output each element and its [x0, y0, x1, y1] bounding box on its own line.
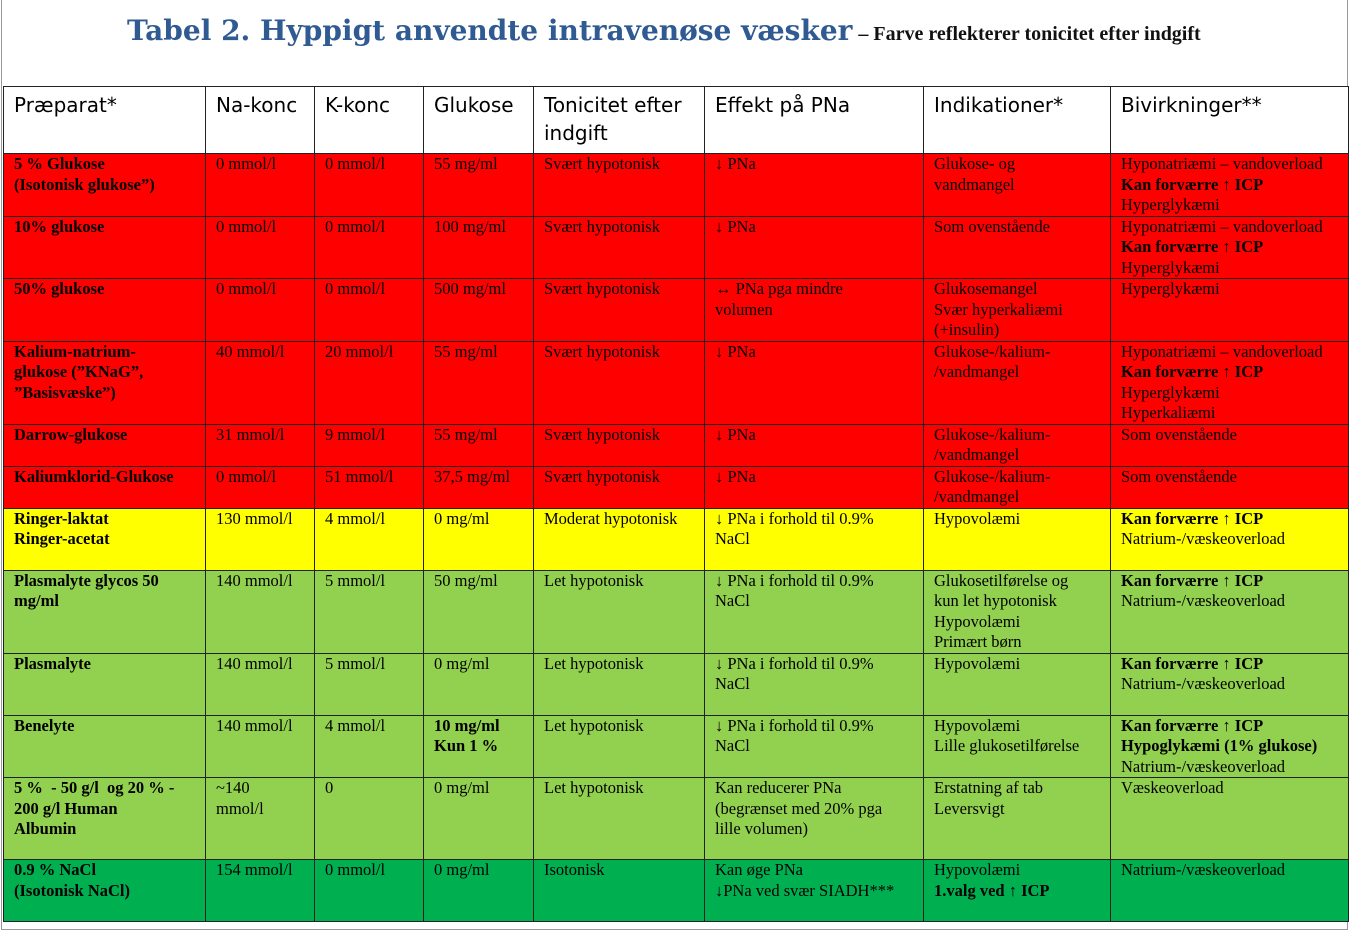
table-row — [4, 424, 1349, 466]
side-effects-cell — [1111, 570, 1349, 653]
pna-effect-cell — [705, 279, 924, 342]
preparation-cell — [4, 715, 206, 778]
tonicity-cell-text: Let hypotonisk — [544, 653, 644, 673]
side-effects-cell — [1111, 216, 1349, 279]
indications-cell-line: 1.valg ved ↑ ICP — [934, 880, 1050, 900]
k-conc-cell — [315, 279, 424, 342]
header-cell: Effekt på PNa — [705, 87, 924, 154]
preparation-cell — [4, 279, 206, 342]
side-effect-line: Hyponatriæmi – vandoverload — [1121, 341, 1323, 361]
pna-effect-cell-line: Kan øge PNa — [715, 860, 803, 879]
side-effects-cell — [1111, 341, 1349, 424]
tonicity-cell-text: Moderat hypotonisk — [544, 508, 678, 528]
glucose-cell — [424, 466, 534, 508]
table-row — [4, 341, 1349, 424]
pna-effect-cell-line: NaCl — [715, 529, 750, 548]
table-row — [4, 653, 1349, 715]
k-conc-cell — [315, 424, 424, 466]
glucose-cell-line: 50 mg/ml — [434, 570, 498, 590]
side-effect-line: Hyperglykæmi — [1121, 195, 1220, 214]
na-conc-cell — [206, 508, 315, 570]
na-conc-cell — [206, 154, 315, 217]
na-conc-cell — [206, 570, 315, 653]
indications-cell-line: Som ovenstående — [934, 216, 1050, 236]
pna-effect-cell-line: ↓ PNa — [715, 341, 756, 361]
na-conc-cell-text: 140 mmol/l — [216, 653, 293, 673]
header-cell: K-konc — [315, 87, 424, 154]
na-conc-cell-text: 0 mmol/l — [216, 154, 277, 173]
preparation-cell-line: 10% glukose — [14, 216, 105, 236]
glucose-cell — [424, 778, 534, 860]
side-effect-line: Som ovenstående — [1121, 466, 1237, 486]
side-effects-cell — [1111, 424, 1349, 466]
k-conc-cell-text: 5 mmol/l — [325, 653, 386, 673]
side-effect-line: Kan forværre ↑ ICP — [1121, 174, 1264, 194]
tonicity-cell — [534, 341, 705, 424]
header-cell: Bivirkninger** — [1111, 87, 1349, 154]
glucose-cell-line: 0 mg/ml — [434, 860, 490, 879]
indications-cell — [924, 466, 1111, 508]
indications-cell-line: (+insulin) — [934, 320, 1000, 339]
preparation-cell-line: 0.9 % NaCl — [14, 860, 97, 879]
side-effects-cell — [1111, 778, 1349, 860]
tonicity-cell — [534, 653, 705, 715]
preparation-cell — [4, 424, 206, 466]
glucose-cell-line: 55 mg/ml — [434, 424, 498, 444]
side-effect-line: Natrium-/væskeoverload — [1121, 674, 1286, 693]
k-conc-cell-text: 51 mmol/l — [325, 466, 394, 486]
tonicity-cell-text: Let hypotonisk — [544, 778, 644, 797]
side-effect-line: Kan forværre ↑ ICP — [1121, 570, 1264, 590]
indications-cell — [924, 653, 1111, 715]
na-conc-cell-text: 0 mmol/l — [216, 279, 277, 298]
side-effect-line: Kan forværre ↑ ICP — [1121, 362, 1264, 381]
tonicity-cell-text: Svært hypotonisk — [544, 216, 660, 236]
preparation-cell-line: mg/ml — [14, 591, 59, 610]
indications-cell-line: vandmangel — [934, 174, 1015, 194]
tonicity-cell — [534, 715, 705, 778]
glucose-cell — [424, 508, 534, 570]
side-effects-cell — [1111, 508, 1349, 570]
indications-cell-line: Glukosemangel — [934, 279, 1038, 298]
na-conc-cell-text: 31 mmol/l — [216, 424, 285, 444]
glucose-cell — [424, 154, 534, 217]
iv-fluids-table — [3, 86, 1349, 922]
tonicity-cell-text: Svært hypotonisk — [544, 154, 660, 173]
indications-cell-line: Lille glukosetilførelse — [934, 736, 1080, 755]
side-effect-line: Hyperglykæmi — [1121, 257, 1220, 277]
glucose-cell — [424, 279, 534, 342]
pna-effect-cell — [705, 778, 924, 860]
preparation-cell-line: (Isotonisk glukose”) — [14, 174, 155, 194]
header-row — [4, 87, 1349, 154]
pna-effect-cell-line: ↓ PNa i forhold til 0.9% — [715, 715, 874, 735]
indications-cell-line: Hypovolæmi — [934, 715, 1021, 735]
preparation-cell-line: Darrow-glukose — [14, 424, 128, 444]
k-conc-cell-text: 9 mmol/l — [325, 424, 386, 444]
table-row — [4, 860, 1349, 922]
glucose-cell — [424, 715, 534, 778]
preparation-cell — [4, 860, 206, 922]
side-effects-cell — [1111, 653, 1349, 715]
tonicity-cell — [534, 279, 705, 342]
preparation-cell-line: 200 g/l Human — [14, 798, 118, 818]
pna-effect-cell-line: ↓ PNa — [715, 216, 756, 236]
na-conc-cell — [206, 341, 315, 424]
k-conc-cell — [315, 341, 424, 424]
tonicity-cell — [534, 778, 705, 860]
pna-effect-cell-line: NaCl — [715, 736, 750, 755]
indications-cell-line: Hypovolæmi — [934, 860, 1021, 879]
side-effect-line: Natrium-/væskeoverload — [1121, 529, 1286, 548]
tonicity-cell-text: Let hypotonisk — [544, 570, 644, 590]
pna-effect-cell-line: ↓ PNa i forhold til 0.9% — [715, 508, 874, 528]
indications-cell-line: Glukose-/kalium- — [934, 466, 1051, 486]
tonicity-cell-text: Svært hypotonisk — [544, 424, 660, 444]
pna-effect-cell-line: ↔ PNa pga mindre — [715, 279, 843, 298]
tonicity-cell-text: Isotonisk — [544, 860, 605, 879]
preparation-cell — [4, 778, 206, 860]
title-subtitle: – Farve reflekterer tonicitet efter indgift — [858, 23, 1201, 45]
preparation-cell-line: 5 % Glukose — [14, 154, 105, 173]
preparation-cell — [4, 508, 206, 570]
tonicity-cell — [534, 466, 705, 508]
k-conc-cell-text: 0 mmol/l — [325, 860, 386, 879]
side-effect-line: Natrium-/væskeoverload — [1121, 860, 1286, 879]
table-row — [4, 216, 1349, 279]
na-conc-cell-text: ~140 mmol/l — [216, 778, 264, 818]
header-cell: Na-konc — [206, 87, 315, 154]
na-conc-cell — [206, 778, 315, 860]
side-effect-line: Hyponatriæmi – vandoverload — [1121, 216, 1323, 236]
glucose-cell — [424, 570, 534, 653]
indications-cell-line: /vandmangel — [934, 362, 1020, 381]
table-row — [4, 466, 1349, 508]
preparation-cell-line: ”Basisvæske”) — [14, 382, 116, 402]
pna-effect-cell-line: ↓ PNa — [715, 154, 756, 173]
k-conc-cell — [315, 154, 424, 217]
side-effect-line: Kan forværre ↑ ICP — [1121, 508, 1264, 528]
tonicity-cell — [534, 154, 705, 217]
preparation-cell-line: Ringer-laktat — [14, 508, 109, 528]
tonicity-cell-text: Svært hypotonisk — [544, 466, 660, 486]
side-effects-cell — [1111, 154, 1349, 217]
pna-effect-cell — [705, 860, 924, 922]
glucose-cell — [424, 653, 534, 715]
tonicity-cell — [534, 508, 705, 570]
na-conc-cell-text: 154 mmol/l — [216, 860, 293, 879]
side-effect-line: Kan forværre ↑ ICP — [1121, 715, 1264, 735]
pna-effect-cell — [705, 341, 924, 424]
na-conc-cell — [206, 216, 315, 279]
glucose-cell-line: 0 mg/ml — [434, 508, 490, 528]
na-conc-cell-text: 130 mmol/l — [216, 508, 293, 528]
tonicity-cell — [534, 424, 705, 466]
indications-cell-line: Hypovolæmi — [934, 611, 1021, 631]
pna-effect-cell-line: (begrænset med 20% pga — [715, 798, 883, 818]
k-conc-cell-text: 4 mmol/l — [325, 508, 386, 528]
glucose-cell-line: 37,5 mg/ml — [434, 466, 511, 486]
pna-effect-cell-line: NaCl — [715, 674, 750, 693]
na-conc-cell — [206, 424, 315, 466]
k-conc-cell-text: 4 mmol/l — [325, 715, 386, 735]
pna-effect-cell-line: ↓ PNa — [715, 466, 756, 486]
pna-effect-cell — [705, 570, 924, 653]
table-row — [4, 279, 1349, 342]
preparation-cell — [4, 341, 206, 424]
k-conc-cell-text: 5 mmol/l — [325, 570, 386, 590]
k-conc-cell-text: 0 mmol/l — [325, 216, 386, 236]
side-effects-cell — [1111, 715, 1349, 778]
glucose-cell — [424, 860, 534, 922]
preparation-cell — [4, 154, 206, 217]
header-cell: Tonicitet efter indgift — [534, 87, 705, 154]
pna-effect-cell-line: ↓PNa ved svær SIADH*** — [715, 880, 895, 900]
indications-cell — [924, 508, 1111, 570]
indications-cell — [924, 216, 1111, 279]
pna-effect-cell-line: ↓ PNa i forhold til 0.9% — [715, 570, 874, 590]
side-effects-cell — [1111, 466, 1349, 508]
table-row — [4, 570, 1349, 653]
pna-effect-cell — [705, 508, 924, 570]
side-effect-line: Kan forværre ↑ ICP — [1121, 237, 1264, 256]
preparation-cell-line: glukose (”KNaG”, — [14, 362, 144, 381]
indications-cell-line: Hypovolæmi — [934, 653, 1021, 673]
header-cell: Glukose — [424, 87, 534, 154]
tonicity-cell-text: Svært hypotonisk — [544, 341, 660, 361]
k-conc-cell-text: 0 mmol/l — [325, 279, 386, 298]
indications-cell — [924, 424, 1111, 466]
table-title — [127, 14, 1201, 47]
side-effect-line: Hyponatriæmi – vandoverload — [1121, 154, 1323, 173]
k-conc-cell — [315, 508, 424, 570]
k-conc-cell-text: 20 mmol/l — [325, 341, 394, 361]
pna-effect-cell-line: volumen — [715, 299, 773, 319]
preparation-cell-line: Albumin — [14, 819, 77, 838]
na-conc-cell-text: 0 mmol/l — [216, 216, 277, 236]
table-row — [4, 154, 1349, 217]
table-body — [4, 154, 1349, 922]
indications-cell-line: Glukose-/kalium- — [934, 424, 1051, 444]
indications-cell-line: kun let hypotonisk — [934, 591, 1057, 610]
glucose-cell — [424, 216, 534, 279]
glucose-cell-line: 10 mg/ml — [434, 715, 500, 735]
indications-cell — [924, 778, 1111, 860]
na-conc-cell — [206, 860, 315, 922]
title-main: Tabel 2. Hyppigt anvendte intravenøse væsker — [127, 14, 853, 47]
preparation-cell — [4, 466, 206, 508]
preparation-cell-line: 5 % - 50 g/l og 20 % - — [14, 778, 175, 797]
preparation-cell-line: Plasmalyte glycos 50 — [14, 570, 159, 590]
tonicity-cell — [534, 216, 705, 279]
na-conc-cell-text: 140 mmol/l — [216, 715, 293, 735]
preparation-cell-line: Kaliumklorid-Glukose — [14, 466, 174, 486]
indications-cell — [924, 341, 1111, 424]
indications-cell-line: Hypovolæmi — [934, 508, 1021, 528]
tonicity-cell-text: Let hypotonisk — [544, 715, 644, 735]
pna-effect-cell — [705, 424, 924, 466]
side-effects-cell — [1111, 279, 1349, 342]
na-conc-cell — [206, 466, 315, 508]
indications-cell — [924, 154, 1111, 217]
k-conc-cell — [315, 715, 424, 778]
glucose-cell-line: Kun 1 % — [434, 736, 499, 755]
glucose-cell-line: 55 mg/ml — [434, 154, 498, 173]
preparation-cell — [4, 653, 206, 715]
table-row — [4, 715, 1349, 778]
tonicity-cell-text: Svært hypotonisk — [544, 279, 660, 298]
indications-cell — [924, 860, 1111, 922]
side-effect-line: Som ovenstående — [1121, 424, 1237, 444]
preparation-cell-line: Ringer-acetat — [14, 529, 110, 548]
indications-cell-line: Leversvigt — [934, 798, 1005, 818]
glucose-cell-line: 100 mg/ml — [434, 216, 506, 236]
preparation-cell — [4, 570, 206, 653]
k-conc-cell-text: 0 — [325, 778, 334, 797]
side-effects-cell — [1111, 860, 1349, 922]
na-conc-cell-text: 0 mmol/l — [216, 466, 277, 486]
preparation-cell-line: 50% glukose — [14, 279, 105, 298]
k-conc-cell — [315, 860, 424, 922]
na-conc-cell-text: 40 mmol/l — [216, 341, 285, 361]
indications-cell — [924, 279, 1111, 342]
pna-effect-cell — [705, 653, 924, 715]
indications-cell-line: Primært børn — [934, 632, 1022, 651]
k-conc-cell-text: 0 mmol/l — [325, 154, 386, 173]
glucose-cell-line: 55 mg/ml — [434, 341, 498, 361]
tonicity-cell — [534, 570, 705, 653]
k-conc-cell — [315, 570, 424, 653]
preparation-cell-line: Kalium-natrium- — [14, 341, 136, 361]
k-conc-cell — [315, 466, 424, 508]
glucose-cell — [424, 424, 534, 466]
indications-cell-line: Glukose-/kalium- — [934, 341, 1051, 361]
pna-effect-cell-line: Kan reducerer PNa — [715, 778, 842, 797]
table-row — [4, 508, 1349, 570]
side-effect-line: Væskeoverload — [1121, 778, 1224, 797]
side-effect-line: Hyperglykæmi — [1121, 382, 1220, 402]
glucose-cell — [424, 341, 534, 424]
pna-effect-cell-line: ↓ PNa — [715, 424, 756, 444]
indications-cell-line: Svær hyperkaliæmi — [934, 299, 1063, 319]
pna-effect-cell-line: lille volumen) — [715, 819, 809, 838]
indications-cell — [924, 570, 1111, 653]
preparation-cell-line: Plasmalyte — [14, 653, 91, 673]
side-effect-line: Natrium-/væskeoverload — [1121, 756, 1286, 776]
side-effect-line: Hyperkaliæmi — [1121, 403, 1216, 422]
glucose-cell-line: 500 mg/ml — [434, 279, 506, 298]
pna-effect-cell — [705, 154, 924, 217]
indications-cell-line: /vandmangel — [934, 487, 1020, 506]
tonicity-cell — [534, 860, 705, 922]
header-cell: Indikationer* — [924, 87, 1111, 154]
header-cell: Præparat* — [4, 87, 206, 154]
indications-cell-line: Glukosetilførelse og — [934, 570, 1069, 590]
table-row — [4, 778, 1349, 860]
indications-cell-line: /vandmangel — [934, 445, 1020, 464]
pna-effect-cell — [705, 466, 924, 508]
indications-cell-line: Erstatning af tab — [934, 778, 1044, 797]
side-effect-line: Hyperglykæmi — [1121, 279, 1220, 298]
preparation-cell-line: (Isotonisk NaCl) — [14, 880, 130, 900]
na-conc-cell-text: 140 mmol/l — [216, 570, 293, 590]
pna-effect-cell — [705, 715, 924, 778]
preparation-cell — [4, 216, 206, 279]
preparation-cell-line: Benelyte — [14, 715, 75, 735]
na-conc-cell — [206, 279, 315, 342]
k-conc-cell — [315, 778, 424, 860]
pna-effect-cell — [705, 216, 924, 279]
glucose-cell-line: 0 mg/ml — [434, 653, 490, 673]
k-conc-cell — [315, 653, 424, 715]
side-effect-line: Hypoglykæmi (1% glukose) — [1121, 736, 1318, 755]
na-conc-cell — [206, 715, 315, 778]
indications-cell-line: Glukose- og — [934, 154, 1016, 173]
na-conc-cell — [206, 653, 315, 715]
pna-effect-cell-line: NaCl — [715, 591, 750, 610]
side-effect-line: Natrium-/væskeoverload — [1121, 591, 1286, 610]
pna-effect-cell-line: ↓ PNa i forhold til 0.9% — [715, 653, 874, 673]
glucose-cell-line: 0 mg/ml — [434, 778, 490, 797]
k-conc-cell — [315, 216, 424, 279]
indications-cell — [924, 715, 1111, 778]
side-effect-line: Kan forværre ↑ ICP — [1121, 653, 1264, 673]
